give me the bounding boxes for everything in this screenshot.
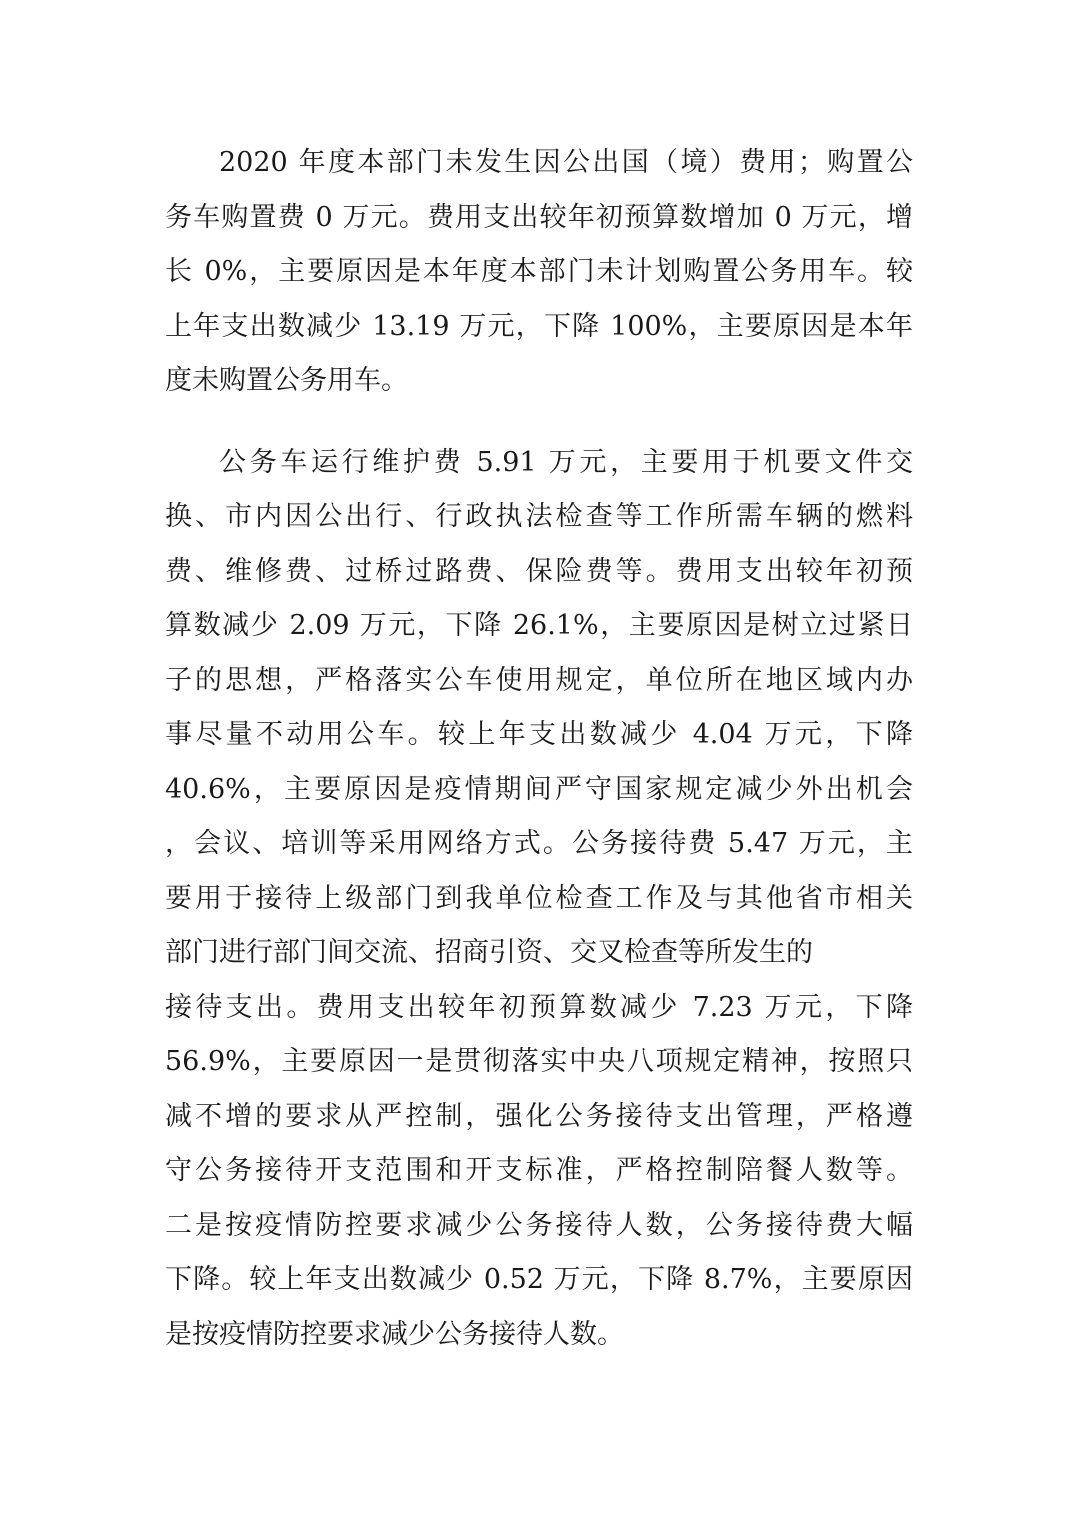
text-line: 2020 年度本部门未发生因公出国（境）费用；购置公 — [219, 147, 913, 178]
text-line: 56.9%，主要原因一是贯彻落实中央八项规定精神，按照只 — [165, 1046, 913, 1077]
text-line: 减不增的要求从严控制，强化公务接待支出管理，严格遵 — [165, 1101, 913, 1132]
text-line: 上年支出数减少 13.19 万元，下降 100%，主要原因是本年 — [165, 311, 913, 342]
text-line: 部门进行部门间交流、招商引资、交叉检查等所发生的 — [165, 937, 813, 968]
text-line: 长 0%，主要原因是本年度本部门未计划购置公务用车。较 — [165, 256, 913, 287]
text-line: 费、维修费、过桥过路费、保险费等。费用支出较年初预 — [165, 556, 913, 587]
text-line: 40.6%，主要原因是疫情期间严守国家规定减少外出机会 — [165, 774, 913, 805]
text-line: 度未购置公务用车。 — [165, 365, 408, 396]
text-line: 算数减少 2.09 万元，下降 26.1%，主要原因是树立过紧日 — [165, 610, 913, 641]
text-line: ，会议、培训等采用网络方式。公务接待费 5.47 万元，主 — [165, 828, 913, 859]
text-line: 二是按疫情防控要求减少公务接待人数，公务接待费大幅 — [165, 1210, 913, 1241]
text-line: 务车购置费 0 万元。费用支出较年初预算数增加 0 万元，增 — [165, 202, 913, 233]
text-line: 要用于接待上级部门到我单位检查工作及与其他省市相关 — [165, 883, 913, 914]
text-line: 事尽量不动用公车。较上年支出数减少 4.04 万元，下降 — [165, 719, 913, 750]
text-line: 是按疫情防控要求减少公务接待人数。 — [165, 1319, 624, 1350]
text-line: 守公务接待开支范围和开支标准，严格控制陪餐人数等。 — [165, 1155, 913, 1186]
text-line: 子的思想，严格落实公车使用规定，单位所在地区域内办 — [165, 665, 913, 696]
text-line: 下降。较上年支出数减少 0.52 万元，下降 8.7%，主要原因 — [165, 1264, 913, 1295]
text-line: 接待支出。费用支出较年初预算数减少 7.23 万元，下降 — [165, 992, 913, 1023]
text-line: 换、市内因公出行、行政执法检查等工作所需车辆的燃料 — [165, 501, 913, 532]
text-line: 公务车运行维护费 5.91 万元，主要用于机要文件交 — [219, 447, 913, 478]
